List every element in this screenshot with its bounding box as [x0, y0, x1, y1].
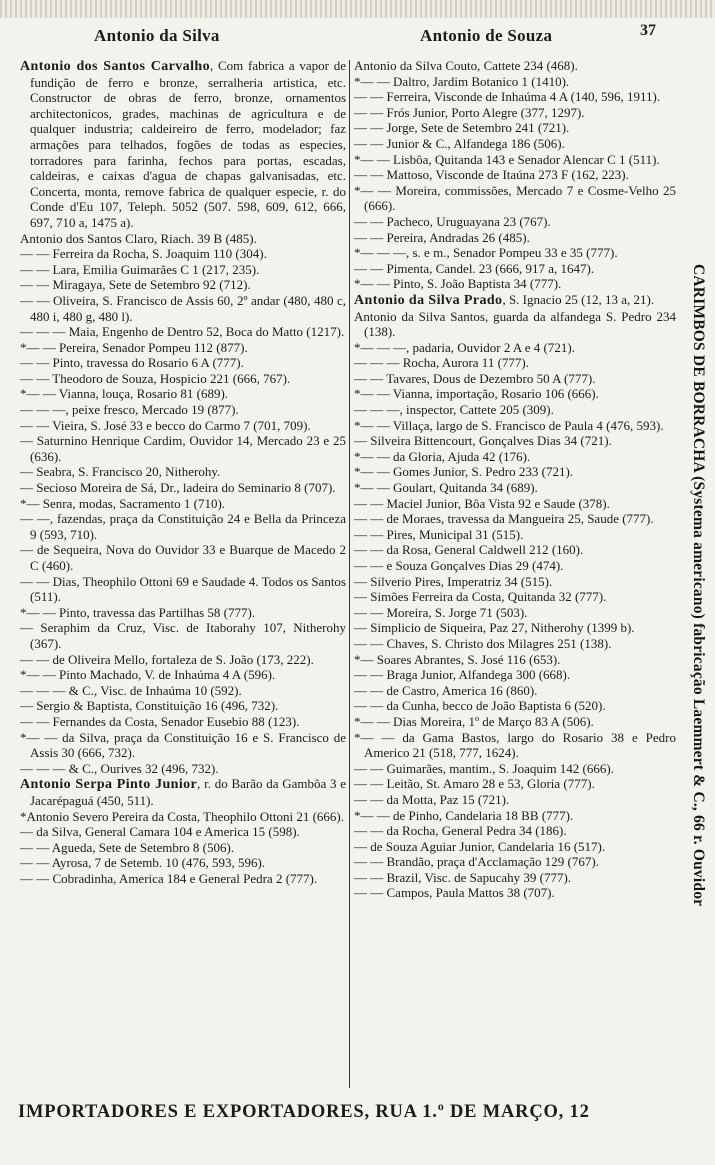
directory-entry: *— — —, padaria, Ouvidor 2 A e 4 (721). — [354, 339, 575, 355]
directory-entry: — — Oliveira, S. Francisco de Assis 60, 2º andar (480, 480 c, 480 i, 480 g, 480 l). — [20, 292, 346, 324]
directory-entry: Antonio Serpa Pinto Junior, r. do Barão da Gambôa 3 e Jacarépaguá (450, 511). — [20, 776, 347, 808]
directory-entry: *— — Dias Moreira, 1º de Março 83 A (506). — [354, 713, 594, 729]
directory-entry: *— — Moreira, commissões, Mercado 7 e Cosme-Velho 25 (666). — [354, 182, 676, 214]
directory-entry: *— — Pinto, travessa das Partilhas 58 (777). — [20, 604, 256, 620]
directory-entry: Antonio da Silva Santos, guarda da alfandega S. Pedro 234 (138). — [354, 308, 676, 340]
directory-entry: — — de Moraes, travessa da Mangueira 25, Saude (777). — [354, 511, 654, 527]
directory-entry: *— — da Gama Bastos, largo do Rosario 38 e Pedro Americo 21 (518, 777, 1624). — [354, 729, 676, 761]
directory-entry: — — Miragaya, Sete de Setembro 92 (712). — [20, 277, 251, 293]
directory-entry: *— — Pereira, Senador Pompeu 112 (877). — [20, 339, 248, 355]
directory-entry: *— Soares Abrantes, S. José 116 (653). — [354, 651, 561, 667]
directory-entry: *— — Pinto Machado, V. de Inhaúma 4 A (596). — [20, 667, 276, 683]
directory-entry: *— — Vianna, louça, Rosario 81 (689). — [20, 386, 229, 402]
running-header-left: Antonio da Silva — [94, 26, 220, 45]
directory-entry: *— — Villaça, largo de S. Francisco de Paula 4 (476, 593). — [354, 417, 664, 433]
page-top-edge — [0, 0, 715, 18]
directory-entry: — — Dias, Theophilo Ottoni 69 e Saudade 4. Todos os Santos (511). — [20, 573, 346, 605]
directory-entry: *— — da Silva, praça da Constituição 16 e S. Francisco de Assis 30 (666, 732). — [20, 729, 346, 761]
directory-entry: — — Pinto, travessa do Rosario 6 A (777). — [20, 355, 244, 371]
directory-entry: — — — Rocha, Aurora 11 (777). — [354, 355, 529, 371]
directory-entry: — Silveira Bittencourt, Gonçalves Dias 34 (721). — [354, 433, 612, 449]
running-header-right: Antonio de Souza — [420, 26, 553, 45]
directory-entry: Antonio dos Santos Carvalho, Com fabrica a vapor de fundição de ferro e bronze, serralheria artistica, etc. Constructor de obras de ferro, bronze, ornamentos architectonicos, grades, machinas de agricultura e de qualquer industria; caldeireiro de ferro, modelador; faz armações para telhados, fogões de todas as especies, torradores para farinha, fechos para portas, escadas, caldeiras, e caixas d'agua de chapas galvanisadas, etc. Concerta, monta, remove fabrica de qualquer especie, r. do Conde d'Eu 107, Teleph. 5052 (507. 598, 609, 612, 666, 697, 710 a, 1475 a). — [20, 58, 346, 230]
directory-entry: — — Frós Junior, Porto Alegre (377, 1297). — [354, 104, 585, 120]
directory-entry: *— — Vianna, importação, Rosario 106 (666). — [354, 386, 599, 402]
directory-entry: Antonio dos Santos Claro, Riach. 39 B (485). — [20, 230, 257, 246]
directory-entry: — — Ferreira, Visconde de Inhaúma 4 A (140, 596, 1911). — [354, 89, 661, 105]
directory-entry: *— — Lisbôa, Quitanda 143 e Senador Alencar C 1 (511). — [354, 151, 660, 167]
directory-entry: — — Mattoso, Visconde de Itaúna 273 F (162, 223). — [354, 167, 629, 183]
directory-entry: *— — —, s. e m., Senador Pompeu 33 e 35 (777). — [354, 245, 618, 261]
directory-entry: Antonio da Silva Couto, Cattete 234 (468). — [354, 58, 578, 73]
directory-entry: *— — Gomes Junior, S. Pedro 233 (721). — [354, 464, 574, 480]
directory-entry: — — de Oliveira Mello, fortaleza de S. João (173, 222). — [20, 651, 314, 667]
directory-entry: — Seabra, S. Francisco 20, Nitherohy. — [20, 464, 221, 480]
directory-entry: — Saturnino Henrique Cardim, Ouvidor 14, Mercado 23 e 25 (636). — [20, 433, 346, 464]
side-advertisement-text: CARIMBOS DE BORRACHA (Systema americano) fabricação Laemmert & C., 66 r. Ouvidor — [690, 263, 707, 907]
directory-entry: — — Ayrosa, 7 de Setemb. 10 (476, 593, 596). — [20, 855, 266, 871]
directory-entry: — — —, peixe fresco, Mercado 19 (877). — [20, 402, 239, 418]
directory-entry: — — Pimenta, Candel. 23 (666, 917 a, 1647). — [354, 260, 595, 276]
directory-entry: *— — Pinto, S. João Baptista 34 (777). — [354, 276, 562, 292]
directory-entry: — da Silva, General Camara 104 e America 15 (598). — [20, 824, 300, 840]
right-column — [354, 58, 676, 901]
directory-entry: — — — & C., Visc. de Inhaúma 10 (592). — [20, 682, 242, 698]
directory-entry: — — Guimarães, mantim., S. Joaquim 142 (666). — [354, 760, 614, 776]
directory-entry: — — Pacheco, Uruguayana 23 (767). — [354, 213, 551, 229]
directory-entry: *Antonio Severo Pereira da Costa, Theophilo Ottoni 21 (666). — [20, 808, 344, 824]
directory-entry: — — Junior & C., Alfandega 186 (506). — [354, 135, 565, 151]
directory-entry: — — Cobradinha, America 184 e General Pedra 2 (777). — [20, 870, 318, 886]
directory-entry: — — Braga Junior, Alfandega 300 (668). — [354, 667, 571, 683]
entry-headword: Antonio dos Santos Carvalho — [20, 59, 210, 74]
directory-entry: — de Sequeira, Nova do Ouvidor 33 e Buarque de Macedo 2 C (460). — [20, 542, 346, 573]
directory-entry: — — da Motta, Paz 15 (721). — [354, 791, 510, 807]
directory-entry: — — Jorge, Sete de Setembro 241 (721). — [354, 120, 570, 136]
directory-entry: — — e Souza Gonçalves Dias 29 (474). — [354, 558, 564, 573]
directory-entry: — — Brazil, Visc. de Sapucahy 39 (777). — [354, 869, 572, 885]
directory-entry: — — Tavares, Dous de Dezembro 50 A (777). — [354, 370, 596, 386]
directory-entry: — — Leitão, St. Amaro 28 e 53, Gloria (777). — [354, 776, 595, 792]
directory-entry: — — — Maia, Engenho de Dentro 52, Boca do Matto (1217). — [20, 324, 345, 340]
directory-entry: — de Souza Aguiar Junior, Candelaria 16 (517). — [354, 838, 606, 854]
directory-entry: — — —, inspector, Cattete 205 (309). — [354, 402, 554, 418]
footer-advertisement: IMPORTADORES E EXPORTADORES, RUA 1.º DE MARÇO, 12 — [18, 1102, 590, 1122]
directory-entry: — — Brandão, praça d'Acclamação 129 (767). — [354, 854, 599, 870]
directory-entry: — Simplicio de Siqueira, Paz 27, Nitherohy (1399 b). — [354, 620, 635, 636]
directory-entry: *— — Goulart, Quitanda 34 (689). — [354, 480, 538, 496]
directory-entry: — —, fazendas, praça da Constituição 24 e Bella da Princeza 9 (593, 710). — [20, 511, 346, 542]
directory-entry: — — Moreira, S. Jorge 71 (503). — [354, 604, 528, 620]
entry-headword: Antonio Serpa Pinto Junior — [20, 777, 198, 793]
directory-entry: — Secioso Moreira de Sá, Dr., ladeira do Seminario 8 (707). — [20, 480, 336, 496]
directory-entry: — — Campos, Paula Mattos 38 (707). — [354, 885, 555, 901]
directory-entry: — — Pires, Municipal 31 (515). — [354, 526, 524, 542]
entry-headword: Antonio da Silva Prado — [354, 292, 503, 308]
directory-entry: — — — & C., Ourives 32 (496, 732). — [20, 760, 219, 776]
directory-entry: *— — da Gloria, Ajuda 42 (176). — [354, 448, 531, 464]
left-column — [20, 58, 346, 886]
column-divider — [349, 60, 350, 1088]
directory-entry: *— — Daltro, Jardim Botanico 1 (1410). — [354, 73, 570, 89]
directory-entry: — — da Rosa, General Caldwell 212 (160). — [354, 542, 584, 558]
directory-entry: — — Maciel Junior, Bôa Vista 92 e Saude (378). — [354, 495, 610, 511]
directory-entry: — Sergio & Baptista, Constituição 16 (496, 732). — [20, 698, 279, 714]
directory-entry: — — Lara, Emilia Guimarães C 1 (217, 235). — [20, 261, 260, 277]
directory-entry: — — Theodoro de Souza, Hospicio 221 (666, 767). — [20, 370, 291, 386]
directory-entry: — Simões Ferreira da Costa, Quitanda 32 (777). — [354, 589, 607, 605]
page-number: 37 — [640, 22, 656, 39]
directory-entry: — — da Cunha, becco de João Baptista 6 (520). — [354, 698, 606, 714]
directory-entry: — — da Rocha, General Pedra 34 (186). — [354, 823, 567, 839]
directory-entry: — — Chaves, S. Christo dos Milagres 251 (138). — [354, 635, 612, 651]
directory-entry: *— — de Pinho, Candelaria 18 BB (777). — [354, 807, 574, 823]
directory-entry: — — Pereira, Andradas 26 (485). — [354, 229, 530, 245]
directory-entry: — Seraphim da Cruz, Visc. de Itaborahy 107, Nitherohy (367). — [20, 620, 346, 651]
directory-entry: — — Fernandes da Costa, Senador Eusebio 88 (123). — [20, 713, 300, 729]
directory-entry: — Silverio Pires, Imperatriz 34 (515). — [354, 573, 553, 589]
directory-entry: — — Agueda, Sete de Setembro 8 (506). — [20, 839, 235, 855]
directory-entry: *— Senra, modas, Sacramento 1 (710). — [20, 495, 226, 511]
directory-entry: — — Vieira, S. José 33 e becco do Carmo 7 (701, 709). — [20, 417, 311, 433]
directory-entry: — — Ferreira da Rocha, S. Joaquim 110 (304). — [20, 246, 267, 262]
directory-entry: Antonio da Silva Prado, S. Ignacio 25 (12, 13 a, 21). — [354, 291, 655, 308]
directory-entry: — — de Castro, America 16 (860). — [354, 682, 538, 698]
side-advertisement — [686, 110, 710, 1060]
